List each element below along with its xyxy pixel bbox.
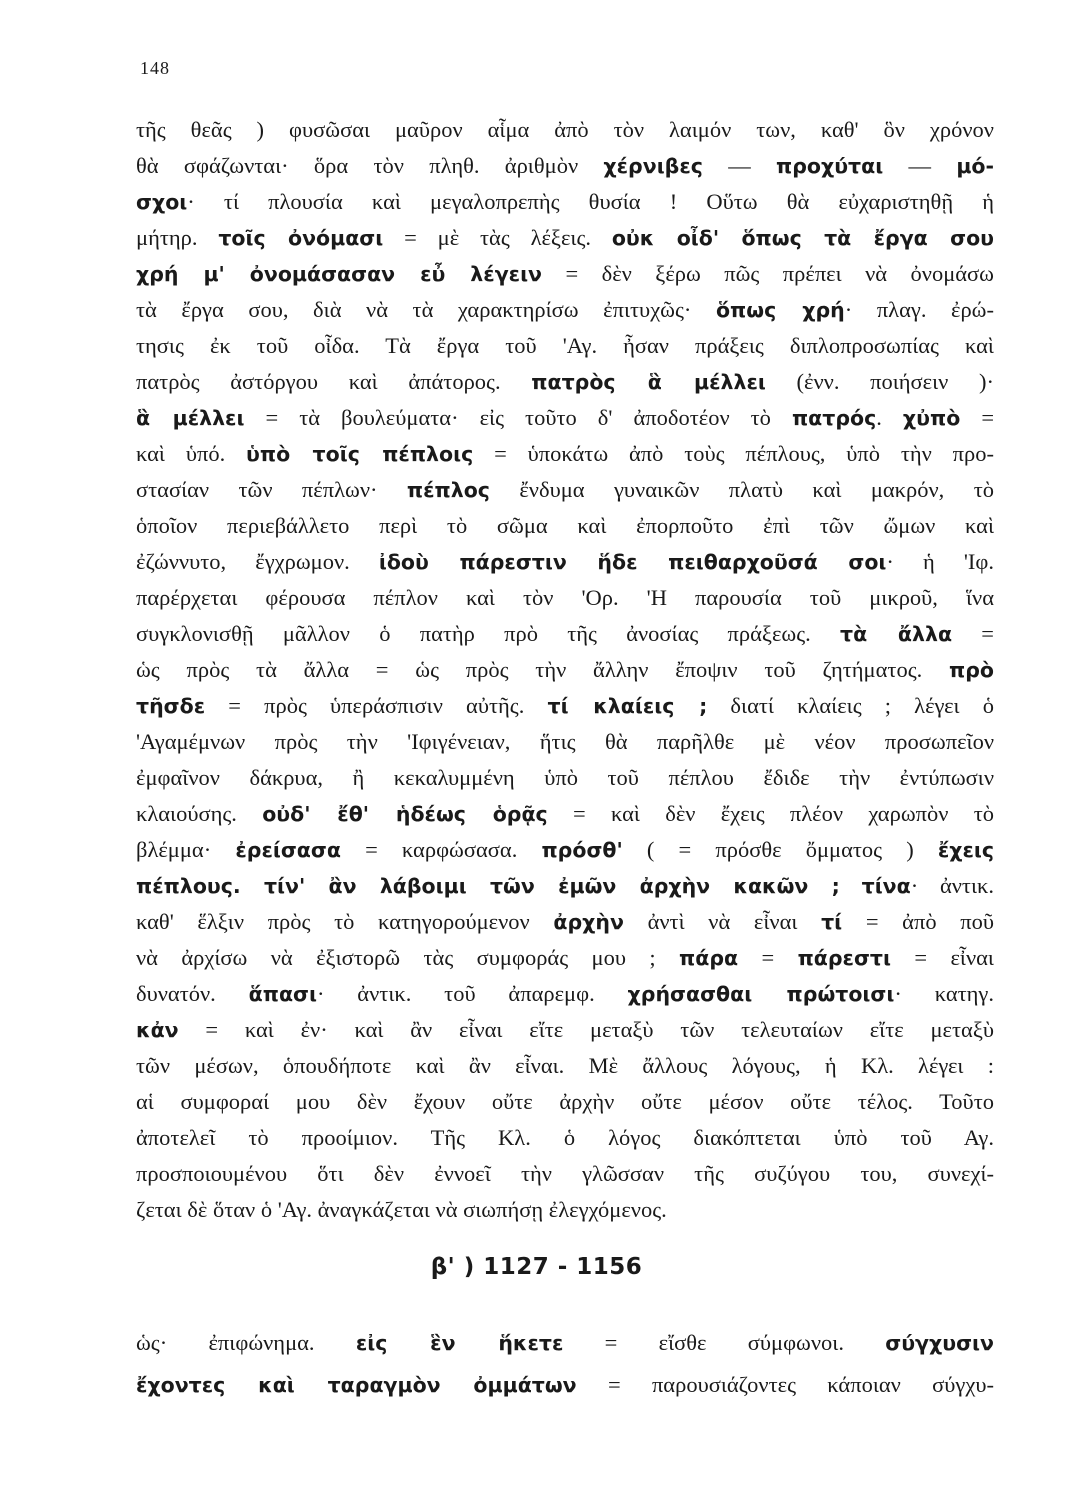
text-line xyxy=(136,328,994,364)
text-line xyxy=(136,1120,994,1156)
text-line xyxy=(136,796,994,832)
text-line xyxy=(136,220,994,256)
text-line xyxy=(136,1048,994,1084)
text-line xyxy=(136,1012,994,1048)
commentary-text: = πρὸς ὑπεράσπισιν αὐτῆς. xyxy=(205,693,548,718)
lemma-bold: οὐκ οἶδ' ὅπως τὰ ἔργα σου xyxy=(611,226,994,250)
text-line xyxy=(136,112,994,148)
lemma-bold: ὅπως χρή xyxy=(715,298,845,322)
text-line xyxy=(136,724,994,760)
lemma-bold: τῆσδε xyxy=(136,694,206,718)
commentary-text: . xyxy=(876,405,903,430)
commentary-text: δυνατόν. xyxy=(136,981,249,1006)
lemma-bold: οὐδ' ἔθ' ἡδέως ὁρᾷς xyxy=(262,802,548,826)
lemma-bold: τὰ ἄλλα xyxy=(840,622,953,646)
text-line xyxy=(136,1192,994,1228)
commentary-text: = καρφώσασα. xyxy=(340,837,542,862)
commentary-text: · πλαγ. ἐρώ- xyxy=(844,297,994,322)
commentary-text xyxy=(840,873,862,898)
commentary-text: παρέρχεται φέρουσα πέπλον καὶ τὸν 'Ορ. 'Η παρουσία τοῦ μικροῦ, ἵνα xyxy=(136,585,994,610)
text-line xyxy=(136,1364,994,1406)
lemma-bold: ἐρείσασα xyxy=(235,838,341,862)
lemma-bold: πέπλος xyxy=(406,478,490,502)
lemma-bold: ἔχεις xyxy=(937,838,994,862)
commentary-text: μήτηρ. xyxy=(136,225,219,250)
page-number: 148 xyxy=(140,58,170,78)
commentary-text: = καὶ δὲν ἔχεις πλέον χαρωπὸν τὸ xyxy=(547,801,994,826)
commentary-text: συγκλονισθῇ μᾶλλον ὁ πατὴρ πρὸ τῆς ἀνοσίας πράξεως. xyxy=(136,621,840,646)
lemma-bold: προχύται xyxy=(776,154,884,178)
text-line xyxy=(136,364,994,400)
commentary-text: 'Αγαμέμνων πρὸς τὴν 'Ιφιγένειαν, ἥτις θὰ παρῆλθε μὲ νέον προσωπεῖον xyxy=(136,729,994,754)
lemma-bold: χρή μ' ὀνομάσασαν εὖ λέγειν xyxy=(136,262,543,286)
commentary-text: τῶν μέσων, ὁπουδήποτε καὶ ἂν εἶναι. Μὲ ἄλλους λόγους, ἡ Κλ. λέγει : xyxy=(136,1053,994,1078)
commentary-text: τησις ἐκ τοῦ οἶδα. Τὰ ἔργα τοῦ 'Αγ. ἦσαν πράξεις διπλοπροσωπίας καὶ xyxy=(136,333,994,358)
lemma-bold: κἀν xyxy=(136,1018,179,1042)
lemma-bold: σχοι xyxy=(136,190,188,214)
commentary-text: πατρὸς ἀστόργου καὶ ἀπάτορος. xyxy=(136,369,532,394)
lemma-bold: τί κλαίεις ; xyxy=(547,694,708,718)
commentary-text: ζεται δὲ ὅταν ὁ 'Αγ. ἀναγκάζεται νὰ σιωπήσῃ ἐλεγχόμενος. xyxy=(136,1197,667,1222)
commentary-text: θὰ σφάζωνται· ὅρα τὸν πληθ. ἀριθμὸν xyxy=(136,153,604,178)
text-line xyxy=(136,688,994,724)
commentary-text: ἔνδυμα γυναικῶν πλατὺ καὶ μακρόν, τὸ xyxy=(489,477,994,502)
commentary-text: τὰ ἔργα σου, διὰ νὰ τὰ χαρακτηρίσω ἐπιτυχῶς· xyxy=(136,297,716,322)
commentary-text: = xyxy=(960,405,994,430)
commentary-text: ἀντὶ νὰ εἶναι xyxy=(623,909,822,934)
text-line xyxy=(136,184,994,220)
lemma-bold: μό- xyxy=(956,154,994,178)
commentary-text: = δὲν ξέρω πῶς πρέπει νὰ ὀνομάσω xyxy=(542,261,994,286)
text-line xyxy=(136,760,994,796)
text-line xyxy=(136,508,994,544)
commentary-text: = xyxy=(738,945,798,970)
commentary-text: · ἀντικ. xyxy=(910,873,994,898)
lemma-bold: πάρα xyxy=(679,946,739,970)
section-commentary xyxy=(136,1322,994,1406)
commentary-text: ἀποτελεῖ τὸ προοίμιον. Τῆς Κλ. ὁ λόγος διακόπτεται ὑπὸ τοῦ Αγ. xyxy=(136,1125,994,1150)
commentary-text: καθ' ἕλξιν πρὸς τὸ κατηγορούμενον xyxy=(136,909,554,934)
text-line xyxy=(136,148,994,184)
commentary-text: ( = πρόσθε ὄμματος ) xyxy=(622,837,938,862)
commentary-text: — xyxy=(883,153,957,178)
lemma-bold: πάρεστι xyxy=(797,946,891,970)
lemma-bold: τίνα xyxy=(861,874,911,898)
commentary-text: — xyxy=(702,153,777,178)
commentary-body xyxy=(136,112,994,1228)
lemma-bold: χρήσασθαι πρώτοισι xyxy=(627,982,895,1006)
lemma-bold: ἀρχὴν xyxy=(553,910,624,934)
commentary-text: · τί πλουσία καὶ μεγαλοπρεπὴς θυσία ! Οὕτω θὰ εὐχαριστηθῇ ἡ xyxy=(187,189,994,214)
lemma-bold: χὐπὸ xyxy=(902,406,961,430)
text-line xyxy=(136,832,994,868)
text-line xyxy=(136,436,994,472)
commentary-text: κλαιούσης. xyxy=(136,801,263,826)
commentary-text: = εἶναι xyxy=(890,945,994,970)
text-line xyxy=(136,580,994,616)
lemma-bold: ἅπασι xyxy=(248,982,317,1006)
lemma-bold: τοῖς ὀνόμασι xyxy=(218,226,384,250)
lemma-bold: σύγχυσιν xyxy=(885,1331,994,1355)
commentary-text: = παρουσιάζοντες κάποιαν σύγχυ- xyxy=(576,1372,994,1397)
lemma-bold: ἰδοὺ πάρεστιν ἥδε πειθαρχοῦσά σοι xyxy=(378,550,887,574)
commentary-text: προσποιουμένου ὅτι δὲν ἐννοεῖ τὴν γλῶσσαν τῆς συζύγου του, συνεχί- xyxy=(136,1161,994,1186)
section-heading: β' ) 1127 - 1156 xyxy=(430,1254,643,1280)
commentary-text: ὡς πρὸς τὰ ἄλλα = ὡς πρὸς τὴν ἄλλην ἔποψιν τοῦ ζητήματος. xyxy=(136,657,950,682)
lemma-bold: πέπλους. τίν' ἂν λάβοιμι τῶν ἐμῶν ἀρχὴν κακῶν ; xyxy=(136,874,840,898)
commentary-text: τῆς θεᾶς ) φυσῶσαι μαῦρον αἷμα ἀπὸ τὸν λαιμόν των, καθ' ὃν χρόνον xyxy=(136,117,994,142)
text-line xyxy=(136,904,994,940)
lemma-bold: ἃ μέλλει xyxy=(136,406,245,430)
commentary-text: στασίαν τῶν πέπλων· xyxy=(136,477,407,502)
lemma-bold: πατρός xyxy=(791,406,877,430)
commentary-text: = xyxy=(952,621,994,646)
commentary-text: = εἴσθε σύμφωνοι. xyxy=(563,1330,886,1355)
commentary-text: ἐζώννυτο, ἔγχρωμον. xyxy=(136,549,379,574)
lemma-bold: εἰς ἓν ἥκετε xyxy=(355,1331,564,1355)
text-line xyxy=(136,652,994,688)
commentary-text: = καὶ ἐν· καὶ ἂν εἶναι εἴτε μεταξὺ τῶν τελευταίων εἴτε μεταξὺ xyxy=(178,1017,994,1042)
lemma-bold: χέρνιβες xyxy=(603,154,703,178)
lemma-bold: πρὸ xyxy=(949,658,994,682)
commentary-text: (ἐνν. ποιήσειν )· xyxy=(765,369,994,394)
text-line xyxy=(136,868,994,904)
commentary-text: = τὰ βουλεύματα· εἰς τοῦτο δ' ἀποδοτέον τὸ xyxy=(244,405,792,430)
text-line xyxy=(136,1084,994,1120)
lemma-bold: ἔχοντες καὶ ταραγμὸν ὀμμάτων xyxy=(136,1373,577,1397)
commentary-text: · ἀντικ. τοῦ ἀπαρεμφ. xyxy=(316,981,628,1006)
commentary-text: = μὲ τὰς λέξεις. xyxy=(383,225,612,250)
text-line xyxy=(136,472,994,508)
text-line xyxy=(136,616,994,652)
text-line xyxy=(136,256,994,292)
commentary-text: = ἀπὸ ποῦ xyxy=(842,909,994,934)
commentary-text: · κατηγ. xyxy=(894,981,994,1006)
lemma-bold: ὑπὸ τοῖς πέπλοις xyxy=(246,442,474,466)
text-line xyxy=(136,1322,994,1364)
commentary-text: ὡς· ἐπιφώνημα. xyxy=(136,1330,356,1355)
text-line xyxy=(136,940,994,976)
commentary-text: αἱ συμφοραί μου δὲν ἔχουν οὔτε ἀρχὴν οὔτε μέσον οὔτε τέλος. Τοῦτο xyxy=(136,1089,994,1114)
lemma-bold: πατρὸς ἃ μέλλει xyxy=(531,370,766,394)
commentary-text: βλέμμα· xyxy=(136,837,236,862)
commentary-text: νὰ ἀρχίσω νὰ ἐξιστορῶ τὰς συμφοράς μου ; xyxy=(136,945,680,970)
text-line xyxy=(136,400,994,436)
commentary-text: · ἡ 'Ιφ. xyxy=(886,549,994,574)
commentary-text: διατί κλαίεις ; λέγει ὁ xyxy=(707,693,994,718)
commentary-text: = ὑποκάτω ἀπὸ τοὺς πέπλους, ὑπὸ τὴν προ- xyxy=(473,441,994,466)
commentary-text: ὁποῖον περιεβάλλετο περὶ τὸ σῶμα καὶ ἐπορποῦτο ἐπὶ τῶν ὤμων καὶ xyxy=(136,513,994,538)
text-line xyxy=(136,976,994,1012)
commentary-text: ἐμφαῖνον δάκρυα, ἢ κεκαλυμμένη ὑπὸ τοῦ πέπλου ἔδιδε τὴν ἐντύπωσιν xyxy=(136,765,994,790)
lemma-bold: τί xyxy=(821,910,843,934)
lemma-bold: πρόσθ' xyxy=(541,838,623,862)
text-line xyxy=(136,1156,994,1192)
text-line xyxy=(136,544,994,580)
commentary-text: καὶ ὑπό. xyxy=(136,441,247,466)
text-line xyxy=(136,292,994,328)
